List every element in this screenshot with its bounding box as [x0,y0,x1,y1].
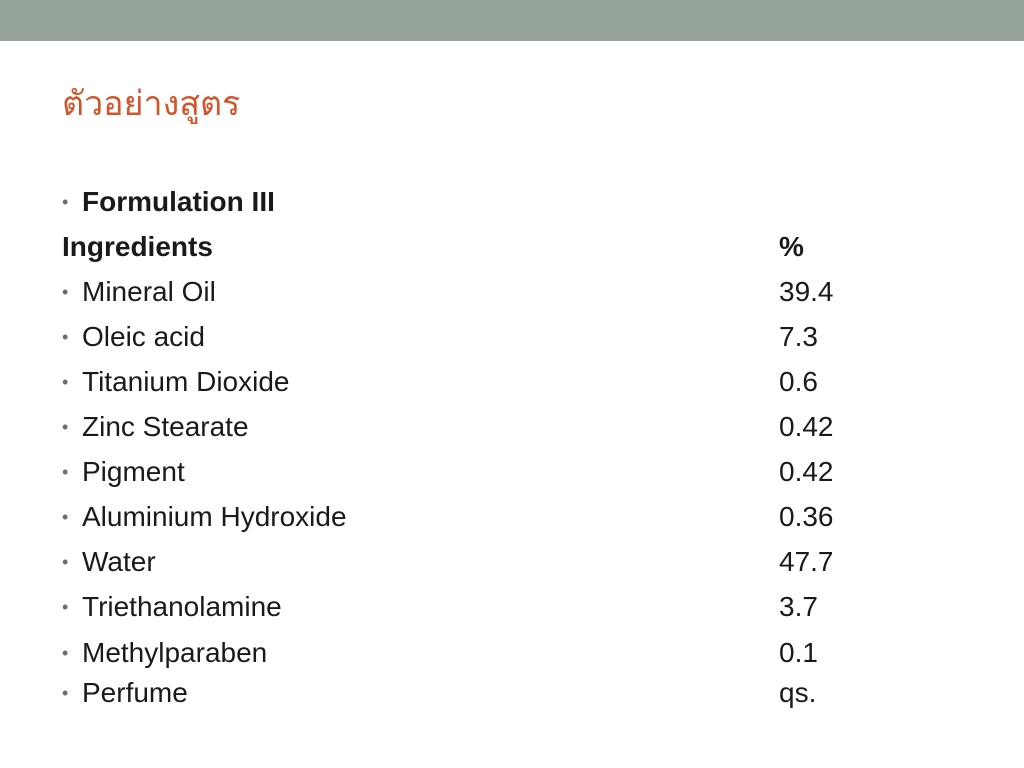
bullet-icon: • [62,282,69,302]
ingredient-name: Oleic acid [82,321,205,352]
ingredient-percent: 0.6 [779,366,818,397]
ingredient-row [62,545,882,579]
ingredient-name: Mineral Oil [82,276,216,307]
slide-title: ตัวอย่างสูตร [62,84,241,124]
subtitle-row [62,185,882,219]
ingredient-percent: 7.3 [779,321,818,352]
ingredient-name: Methylparaben [82,637,268,668]
ingredient-row [62,636,882,670]
bullet-icon: • [62,192,69,212]
ingredient-row [62,365,882,399]
formulation-label: Formulation III [82,186,275,217]
bullet-icon: • [62,372,69,392]
percent-header: % [779,231,804,262]
ingredient-name: Zinc Stearate [82,411,249,442]
ingredients-header: Ingredients [62,231,213,262]
ingredient-row [62,320,882,354]
bullet-icon: • [62,417,69,437]
bullet-icon: • [62,683,69,703]
ingredient-percent: 3.7 [779,591,818,622]
ingredient-row [62,275,882,309]
ingredient-name: Triethanolamine [82,591,282,622]
ingredient-row [62,410,882,444]
ingredient-percent: 0.42 [779,411,834,442]
bullet-icon: • [62,462,69,482]
ingredient-name: Aluminium Hydroxide [82,501,347,532]
ingredient-row [62,590,882,624]
bullet-icon: • [62,643,69,663]
ingredient-percent: 0.42 [779,456,834,487]
bullet-icon: • [62,327,69,347]
bullet-icon: • [62,597,69,617]
ingredient-name: Pigment [82,456,185,487]
ingredient-percent: 39.4 [779,276,834,307]
ingredient-row [62,676,882,710]
ingredient-row [62,455,882,489]
ingredient-percent: qs. [779,677,817,708]
ingredient-percent: 47.7 [779,546,834,577]
top-accent-bar [0,0,1024,41]
ingredient-name: Titanium Dioxide [82,366,290,397]
bullet-icon: • [62,552,69,572]
ingredient-name: Water [82,546,156,577]
ingredient-percent: 0.1 [779,637,818,668]
table-header-row [62,230,882,264]
ingredient-name: Perfume [82,677,188,708]
ingredient-row [62,500,882,534]
ingredient-percent: 0.36 [779,501,834,532]
bullet-icon: • [62,507,69,527]
